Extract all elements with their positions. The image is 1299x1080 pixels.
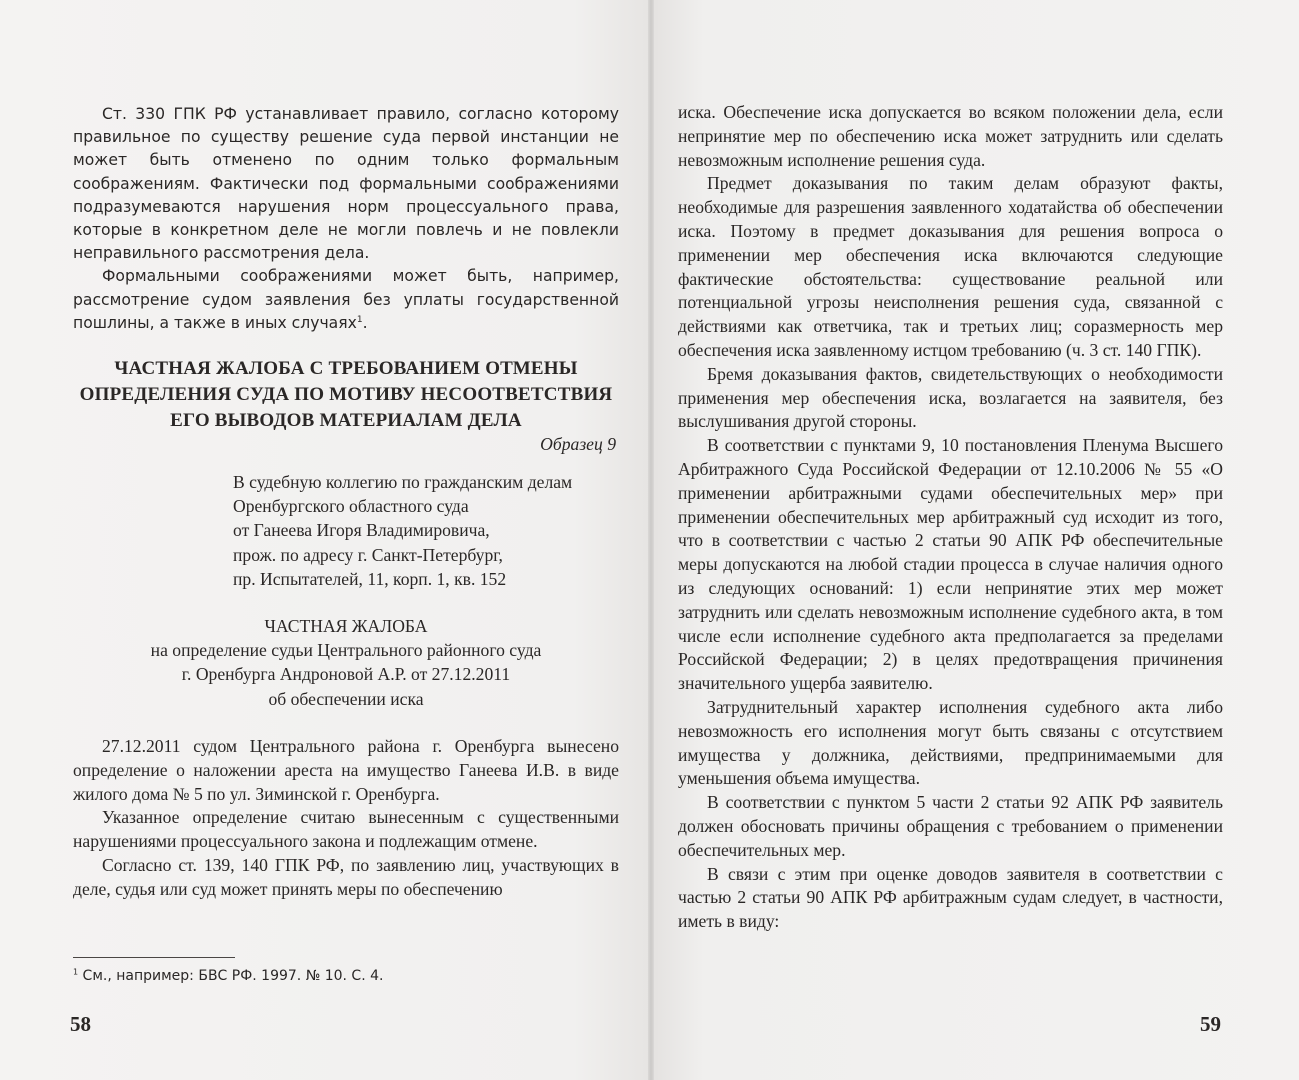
page-number-left: 58 <box>70 1012 91 1036</box>
addressee-line: прож. по адресу г. Санкт-Петербург, <box>233 544 503 565</box>
addressee-line: В судебную коллегию по гражданским делам <box>233 472 573 492</box>
sample-label: Образец 9 <box>540 434 616 454</box>
left-body-text <box>73 735 619 902</box>
heading-line: ОПРЕДЕЛЕНИЯ СУДА ПО МОТИВУ НЕСООТВЕТСТВИЯ <box>79 384 613 405</box>
section-heading <box>70 356 622 434</box>
paragraph: 27.12.2011 судом Центрального района г. Оренбурга вынесено определение о наложении ареста на имущество Ганеева И.В. в виде жилого дома № 5 по ул. Зиминской г. Оренбурга. <box>73 736 619 804</box>
heading-line: ЧАСТНАЯ ЖАЛОБА С ТРЕБОВАНИЕМ ОТМЕНЫ <box>114 358 578 379</box>
paragraph: Формальными соображениями может быть, например, рассмотрение судом заявления без уплаты государственной пошлины, а также в иных случаях$^1$. <box>73 267 619 332</box>
addressee-line: Оренбургского областного суда <box>233 496 469 517</box>
paragraph: иска. Обеспечение иска допускается во всяком положении дела, если непринятие мер по обеспечению иска может затруднить или сделать невозможным исполнение решения суда. <box>678 102 1223 170</box>
addressee-line: пр. Испытателей, 11, корп. 1, кв. 152 <box>233 568 507 589</box>
footnote-text: См., например: БВС РФ. 1997. № 10. С. 4. <box>82 968 384 984</box>
footnote-reference: 1 <box>356 314 363 325</box>
intro-text <box>73 103 619 335</box>
title-line: на определение судьи Центрального районного суда <box>150 640 542 661</box>
right-body-text <box>678 101 1223 934</box>
footnote <box>73 968 383 984</box>
paragraph: Бремя доказывания фактов, свидетельствующих о необходимости применения мер обеспечения иска, возлагается на заявителя, без выслушивания другой стороны. <box>678 363 1223 432</box>
title-line: об обеспечении иска <box>268 688 424 709</box>
paragraph: В связи с этим при оценке доводов заявителя в соответствии с частью 2 статьи 90 АПК РФ арбитражным судам следует, в частности, иметь в виду: <box>678 863 1223 932</box>
paragraph: Согласно ст. 139, 140 ГПК РФ, по заявлению лиц, участвующих в деле, судья или суд может принять меры по обеспечению <box>73 854 619 899</box>
paragraph: В соответствии с пунктом 5 части 2 статьи 92 АПК РФ заявитель должен обосновать причины обращения с требованием о применении обеспечительных мер. <box>678 792 1223 860</box>
footnote-divider <box>73 957 235 958</box>
title-line: ЧАСТНАЯ ЖАЛОБА <box>264 616 428 636</box>
paragraph: Затруднительный характер исполнения судебного акта либо невозможность его исполнения могут быть связаны с отсутствием имущества у должника, действиями, предпринимаемыми для уменьшения объема имущества. <box>678 696 1223 789</box>
paragraph: Указанное определение считаю вынесенным с существенными нарушениями процессуального закона и подлежащим отмене. <box>73 807 619 852</box>
addressee-block <box>233 470 633 591</box>
addressee-line: от Ганеева Игоря Владимировича, <box>233 520 490 541</box>
paragraph: Предмет доказывания по таким делам образуют факты, необходимые для разрешения заявленного ходатайства об обеспечении иска. Поэтому в предмет доказывания для решения вопроса о применении мер обеспечения иска включаются следующие фактические обстоятельства: существование реальной или потенциальной угрозы неисполнения решения суда, связанной с действиями как ответчика, так и третьих лиц; соразмерность мер обеспечения иска заявленному истцом требованию (ч. 3 ст. 140 ГПК). <box>678 173 1223 360</box>
book-gutter <box>648 0 654 1080</box>
document-title <box>73 614 619 711</box>
heading-line: ЕГО ВЫВОДОВ МАТЕРИАЛАМ ДЕЛА <box>170 410 522 431</box>
paragraph: В соответствии с пунктами 9, 10 постановления Пленума Высшего Арбитражного Суда Российской Федерации от 12.10.2006 № 55 «О применении арбитражными судами обеспечительных мер» при применении обеспечительных мер арбитражный суд исходит из того, что в соответствии с частью 2 статьи 90 АПК РФ обеспечительные меры допускаются на любой стадии процесса в случае наличия одного из следующих оснований: 1) если непринятие этих мер может затруднить или сделать невозможным исполнение судебного акта, в том числе если исполнение судебного акта предполагается за пределами Российской Федерации; 2) в целях предотвращения причинения значительного ущерба заявителю. <box>678 435 1223 694</box>
footnote-number: 1 <box>73 967 79 977</box>
page-number-right: 59 <box>1200 1012 1221 1036</box>
right-page <box>652 0 1299 1080</box>
title-line: г. Оренбурга Андроновой А.Р. от 27.12.2011 <box>181 664 511 685</box>
paragraph-text: Формальными соображениями может быть, например, рассмотрение судом заявления без уплаты государственной пошлины, а также в иных случаях <box>73 267 619 332</box>
paragraph: Ст. 330 ГПК РФ устанавливает правило, согласно которому правильное по существу решение суда первой инстанции не может быть отменено по одним только формальным соображениям. Фактически под формальными соображениями подразумеваются нарушения норм процессуального права, которые в конкретном деле не могли повлечь и не повлекли неправильного рассмотрения дела. <box>73 105 619 263</box>
